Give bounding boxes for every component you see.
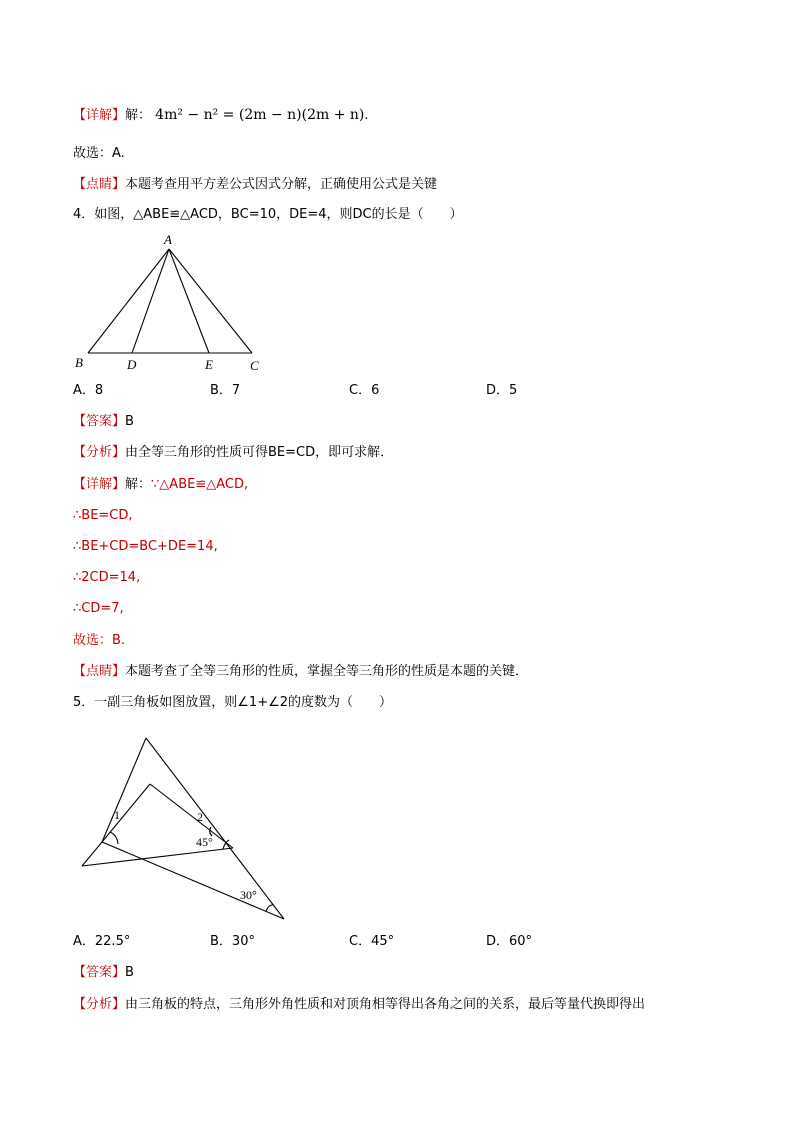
q4-option-c: C．6 <box>349 383 380 398</box>
q5-option-c: C．45° <box>349 934 395 949</box>
q4-option-d: D．5 <box>486 383 518 398</box>
answer-tag: 【答案】 <box>73 965 126 980</box>
detail-line-3: ∴BE+CD=BC+DE=14, <box>73 539 218 554</box>
set-square-45-side-right <box>150 784 233 848</box>
label-angle-1: 1 <box>114 808 120 822</box>
q4-option-b: B．7 <box>210 383 241 398</box>
detail-prefix: 解： <box>125 477 152 492</box>
set-square-30-side-right <box>146 738 284 919</box>
detail-line-4: ∴2CD=14, <box>73 570 141 585</box>
figure-q5-set-squares <box>70 728 300 928</box>
analysis-tag: 【分析】 <box>73 445 126 460</box>
analysis-text: 由全等三角形的性质可得BE=CD，即可求解． <box>125 445 394 460</box>
label-d: D <box>127 357 137 372</box>
side-ac <box>169 249 252 353</box>
detail-line-2: ∴BE=CD, <box>73 508 133 523</box>
detail-line-6: 故选：B. <box>73 633 126 648</box>
label-angle-2: 2 <box>197 810 203 824</box>
label-angle-45: 45° <box>196 835 213 849</box>
q4-point <box>73 663 528 681</box>
point-text: 本题考查了全等三角形的性质，掌握全等三角形的性质是本题的关键． <box>125 664 529 679</box>
set-square-45-extension <box>82 842 102 866</box>
answer-value: B <box>125 965 134 980</box>
answer-tag: 【答案】 <box>73 414 126 429</box>
detail-line-1: ∵△ABE≌△ACD, <box>151 477 249 492</box>
set-square-45-base <box>82 848 233 866</box>
answer-value: B <box>125 414 134 429</box>
analysis-tag: 【分析】 <box>73 997 126 1012</box>
q4-answer <box>73 413 134 431</box>
figure-q4-triangle <box>70 230 270 375</box>
q5-analysis <box>73 996 645 1014</box>
q5-option-a: A．22.5° <box>73 934 131 949</box>
label-e: E <box>205 357 213 372</box>
analysis-text: 由三角板的特点，三角形外角性质和对顶角相等得出各角之间的关系，最后等量代换即得出 <box>125 997 646 1012</box>
q4-option-a: A．8 <box>73 383 104 398</box>
point-text: 本题考查用平方差公式因式分解，正确使用公式是关键 <box>125 177 438 192</box>
expression-end: . <box>364 108 369 123</box>
q5-answer <box>73 964 134 982</box>
side-ab <box>88 249 169 353</box>
choice-line-q3: 故选：A. <box>73 146 125 161</box>
angle-1-arc <box>110 832 118 844</box>
set-square-30-hypotenuse <box>102 842 284 919</box>
detail-line-q3 <box>73 106 369 125</box>
segment-ae <box>169 249 209 353</box>
label-c: C <box>250 358 259 373</box>
q5-option-d: D．60° <box>486 934 533 949</box>
label-b: B <box>75 355 83 370</box>
angle-30-arc <box>266 905 274 911</box>
q5-option-b: B．30° <box>210 934 255 949</box>
detail-tag: 【详解】 <box>73 477 126 492</box>
point-line-q3 <box>73 176 437 194</box>
question-5: 5．一副三角板如图放置，则∠1+∠2的度数为（ ） <box>73 695 393 710</box>
label-a: A <box>164 232 172 247</box>
q4-analysis <box>73 444 393 462</box>
detail-line-5: ∴CD=7, <box>73 601 124 616</box>
point-tag: 【点睛】 <box>73 177 126 192</box>
set-square-45-side-left <box>102 784 150 842</box>
segment-ad <box>132 249 169 353</box>
q4-detail <box>73 476 248 494</box>
question-4: 4．如图，△ABE≌△ACD，BC=10，DE=4，则DC的长是（ ） <box>73 207 463 222</box>
set-square-30-side-left <box>102 738 146 842</box>
detail-tag: 【详解】 <box>73 108 126 123</box>
point-tag: 【点睛】 <box>73 664 126 679</box>
factorization-expression: 4m² − n² = (2m − n)(2m + n) <box>155 107 365 123</box>
label-angle-30: 30° <box>240 888 257 902</box>
detail-prefix: 解： <box>125 108 152 123</box>
